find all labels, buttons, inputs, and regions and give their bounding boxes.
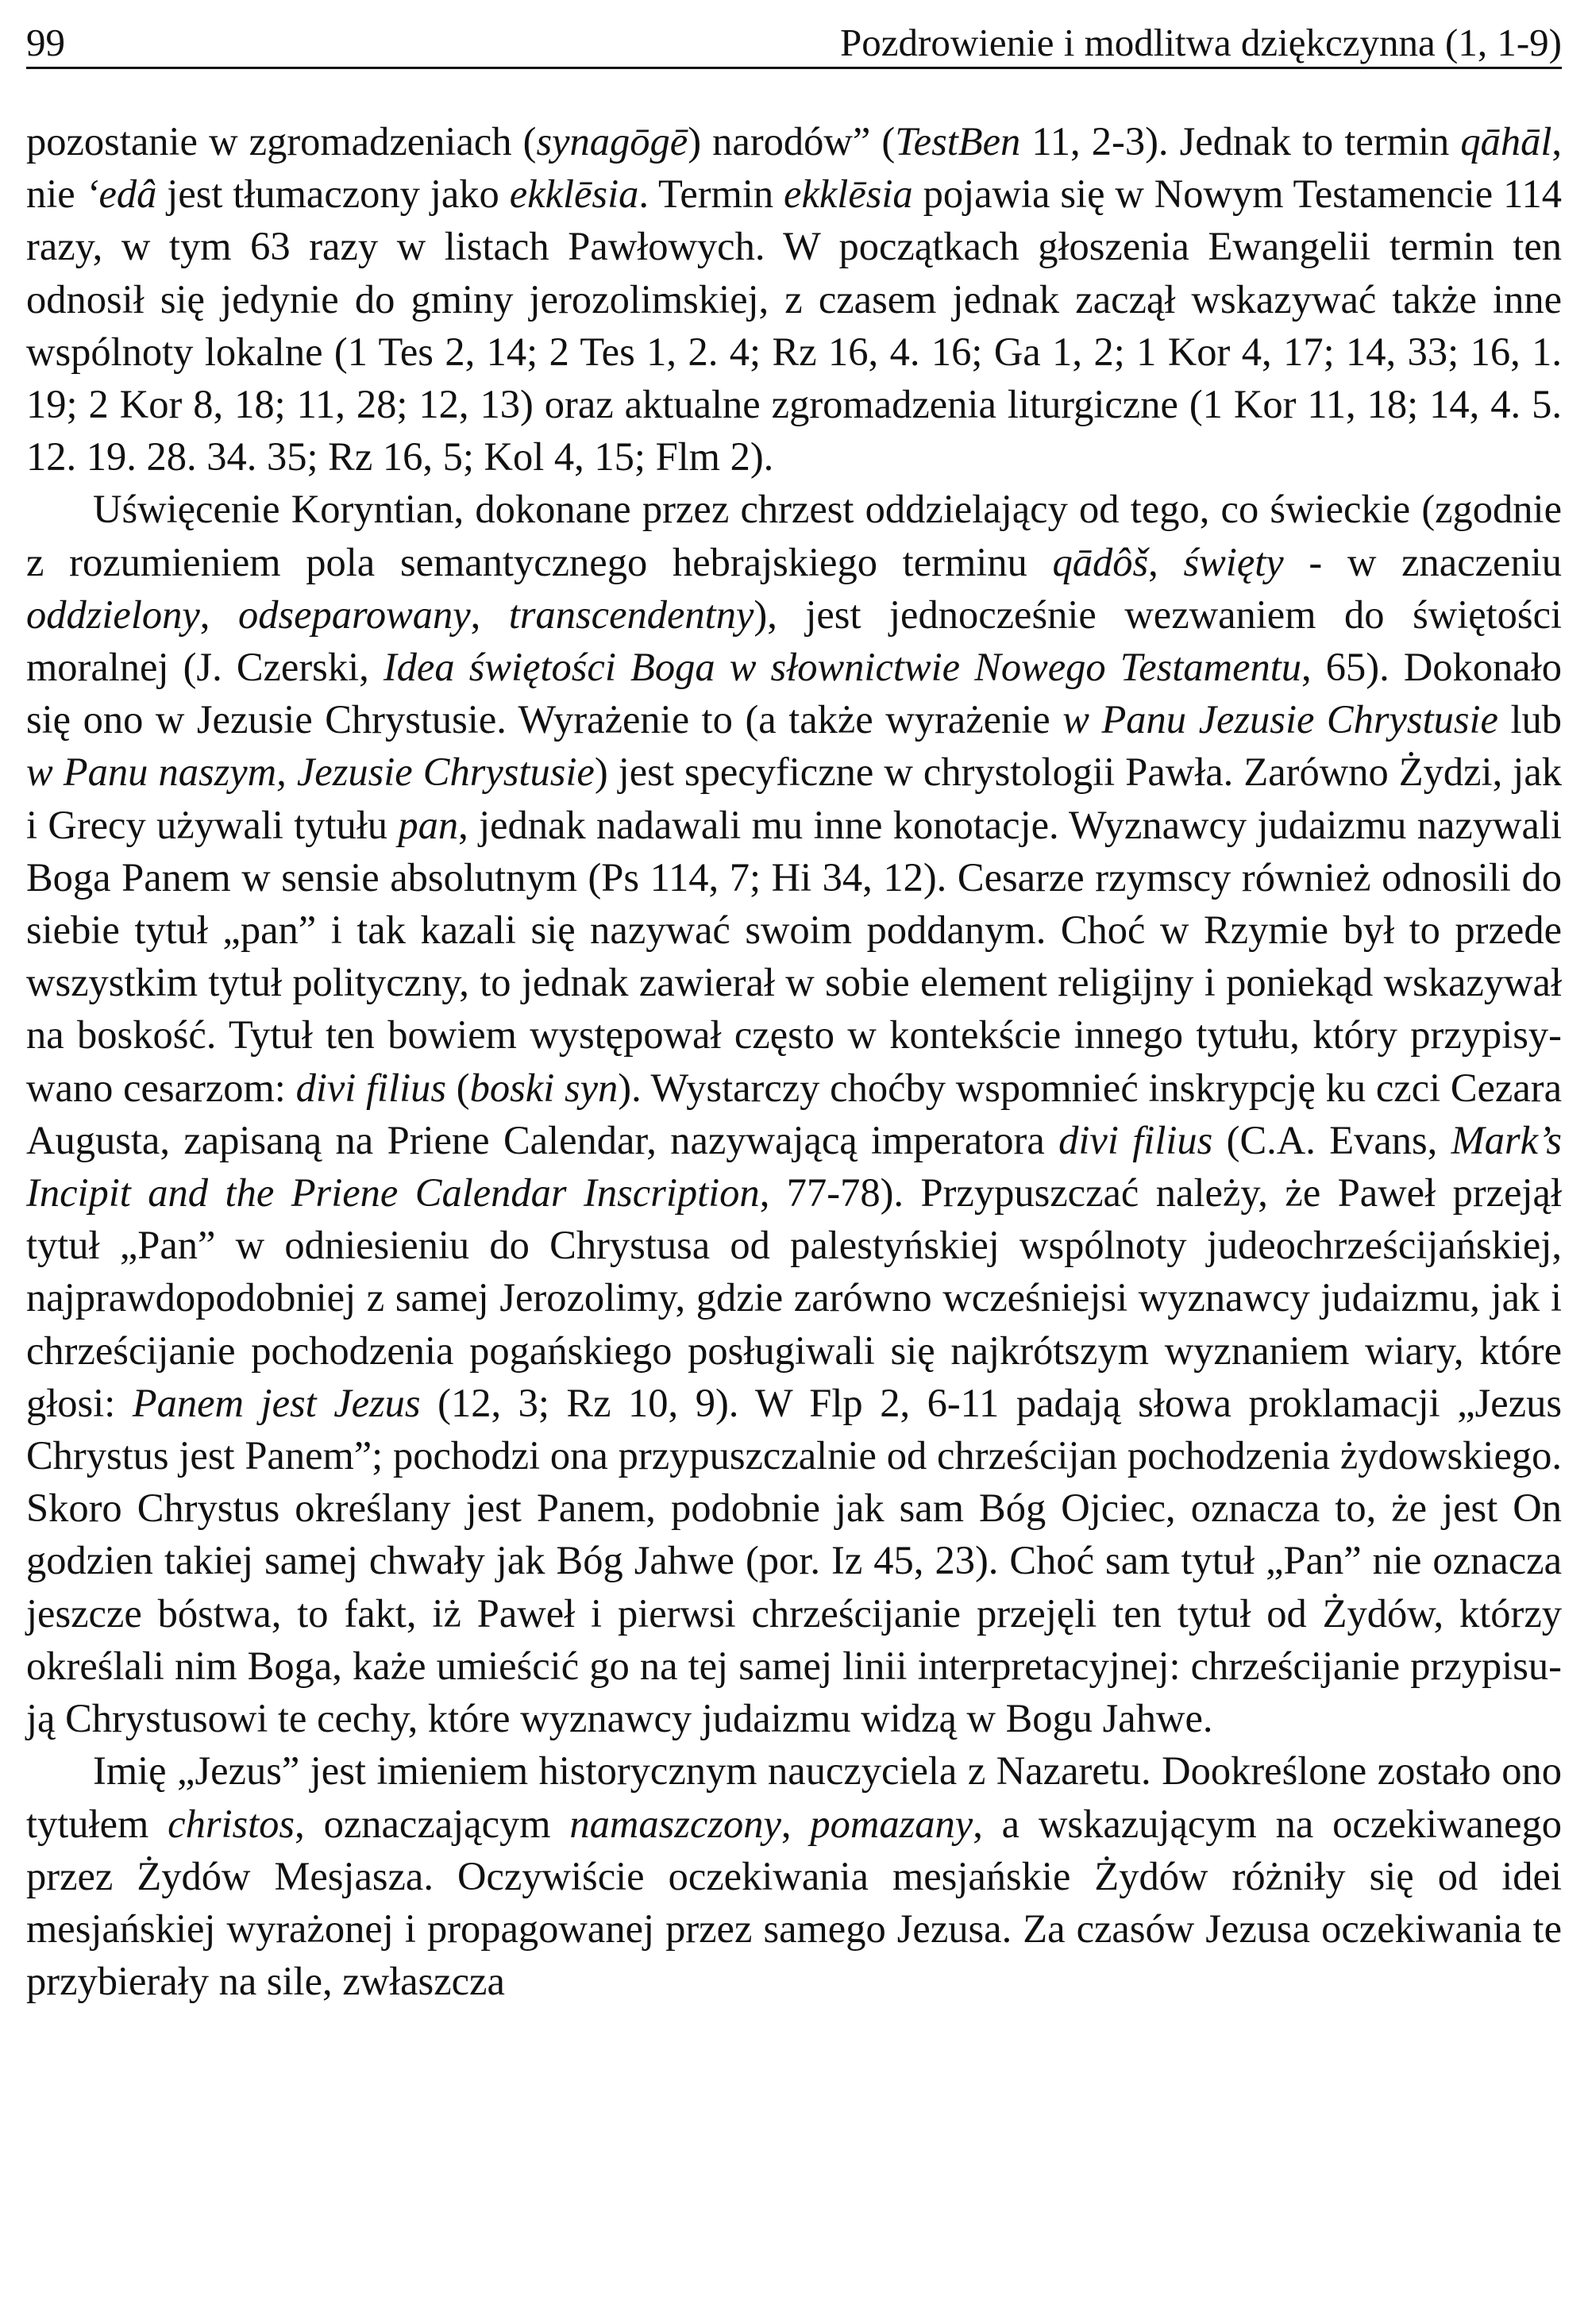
paragraph (26, 483, 1562, 1744)
text-run: , (781, 1801, 811, 1846)
italic-text: TestBen (895, 119, 1021, 164)
italic-text: christos (168, 1801, 295, 1846)
text-run: ) narodów” ( (688, 119, 896, 164)
italic-text: synagōgē (536, 119, 688, 164)
text-run: Imię „Jezus” jest imieniem historycznym nauczyciela z Nazaretu. Dookreślone zostało ono tytułem (26, 1748, 1562, 1846)
text-run: , oznaczającym (295, 1801, 570, 1846)
text-run: ), jest jednocześnie wezwaniem do świętości moralnej (J. Czerski, (26, 592, 1563, 690)
italic-text: boski syn (469, 1065, 619, 1110)
text-run: - w znaczeniu (1283, 539, 1562, 584)
italic-text: oddzielony (26, 592, 200, 637)
page-header (26, 19, 1562, 69)
body-text (26, 115, 1562, 2007)
text-run: 11, 2-3). Jednak to termin (1020, 119, 1461, 164)
text-run: , 77-78). Przypuszczać należy, że Paweł przejął tytuł „Pan” w odniesieniu do Chrystusa od palestyńskiej wspólnoty judeochrześcijańskiej, najprawdopodobniej z samej Jerozolimy, gdzie zarówno wcześniejsi wyznawcy judaizmu, jak i chrześcijanie pochodzenia pogańskiego posługiwali się najkrótszym wyznaniem wiary, które głosi: (26, 1170, 1562, 1425)
running-title: Pozdrowienie i modlitwa dziękczynna (1, 1-9) (840, 21, 1562, 64)
italic-text: ekklēsia (784, 172, 913, 217)
paragraph (26, 1744, 1562, 2007)
page-number: 99 (26, 21, 65, 64)
italic-text: odseparowany (237, 592, 471, 637)
italic-text: divi filius (295, 1065, 447, 1110)
text-run: ) jest specyficzne w chrystologii Pawła. Zarówno Żydzi, jak i Grecy używali tytułu (26, 750, 1562, 847)
text-run: , (1148, 539, 1184, 584)
italic-text: divi filius (1058, 1117, 1213, 1162)
italic-text: Panem jest Jezus (132, 1380, 421, 1425)
italic-text: qāhāl (1460, 119, 1552, 164)
text-run: , nie (26, 119, 1563, 217)
text-run: pozostanie w zgromadzeniach ( (26, 119, 537, 164)
italic-text: w Panu Jezusie Chrystusie (1062, 697, 1498, 742)
italic-text: qādôš (1052, 539, 1149, 584)
text-run: lub (1497, 697, 1563, 742)
text-run: pojawia się w Nowym Testamencie 114 razy, w tym 63 razy w listach Pawłowych. W początkach głoszenia Ewangelii termin ten odnosił się jedynie do gminy jerozolimskiej, z czasem jednak zaczął wskazywać także inne wspólnoty lokalne (1 Tes 2, 14; 2 Tes 1, 2. 4; Rz 16, 4. 16; Ga 1, 2; 1 Kor 4, 17; 14, 33; 16, 1. 19; 2 Kor 8, 18; 11, 28; 12, 13) oraz aktualne zgromadzenia liturgiczne (1 Kor 11, 18; 14, 4. 5. 12. 19. 28. 34. 35; Rz 16, 5; Kol 4, 15; Flm 2). (26, 172, 1562, 480)
italic-text: pomazany (810, 1801, 973, 1846)
text-run: Uświęcenie Koryntian, dokonane przez chrzest oddzielający od tego, co świeckie (zgodnie z rozumieniem pola semantycznego hebrajskiego terminu (26, 487, 1562, 584)
paragraph (26, 115, 1562, 483)
text-run: , (199, 592, 238, 637)
text-run: ( (446, 1065, 470, 1110)
italic-text: ‘edâ (85, 172, 157, 217)
italic-text: ekklēsia (509, 172, 639, 217)
text-run: . Termin (638, 172, 784, 217)
text-run: ). Wystarczy choćby wspomnieć inskrypcję ku czci Cezara Augusta, zapisaną na Priene Calendar, nazywającą imperatora (26, 1065, 1562, 1162)
italic-text: Idea świętości Boga w słownictwie Nowego Testamentu (383, 645, 1302, 690)
text-run: (12, 3; Rz 10, 9). W Flp 2, 6-11 padają słowa proklamacji „Jezus Chrystus jest Panem”; pochodzi ona przypuszczalnie od chrześcijan pochodzenia żydowskiego. Skoro Chrystus określany jest Panem, podobnie jak sam Bóg Ojciec, oznacza to, że jest On godzien takiej samej chwały jak Bóg Jahwe (por. Iz 45, 23). Choć sam tytuł „Pan” nie oznacza jeszcze bóstwa, to fakt, iż Paweł i pierwsi chrześcijanie przejęli ten tytuł od Żydów, którzy określali nim Boga, każe umieścić go na tej samej linii interpretacyjnej: chrześcijanie przypisują Chrystusowi te cechy, które wyznawcy judaizmu widzą w Bogu Jahwe. (26, 1380, 1562, 1741)
text-run: (C.A. Evans, (1212, 1117, 1451, 1162)
italic-text: pan (398, 802, 459, 847)
italic-text: Mark’s Incipit and the Priene Calendar Inscription (26, 1117, 1563, 1216)
text-run: , a wskazującym na oczekiwanego przez Żydów Mesjasza. Oczywiście oczekiwania mesjańskie Żydów różniły się od idei mesjańskiej wyrażonej i propagowanej przez samego Jezusa. Za czasów Jezusa oczekiwania te przybierały na sile, zwłaszcza (26, 1801, 1562, 2004)
italic-text: w Panu naszym, Jezusie Chrystusie (26, 750, 595, 795)
italic-text: transcendentny (508, 592, 754, 637)
text-run: , 65). Dokonało się ono w Jezusie Chrystusie. Wyrażenie to (a także wyrażenie (26, 645, 1563, 742)
text-run: , (470, 592, 509, 637)
text-run: , jednak nadawali mu inne konotacje. Wyznawcy judaizmu nazywali Boga Panem w sensie absolutnym (Ps 114, 7; Hi 34, 12). Cesarze rzymscy również odnosili do siebie tytuł „pan” i tak kazali się nazywać swoim poddanym. Choć w Rzymie był to przede wszystkim tytuł polityczny, to jednak zawierał w sobie element religijny i poniekąd wskazywał na boskość. Tytuł ten bowiem występował często w kontekście innego tytułu, który przypisywano cesarzom: (26, 802, 1562, 1110)
text-run: jest tłumaczony jako (156, 172, 510, 217)
italic-text: namaszczony (569, 1801, 781, 1846)
italic-text: święty (1183, 539, 1284, 584)
